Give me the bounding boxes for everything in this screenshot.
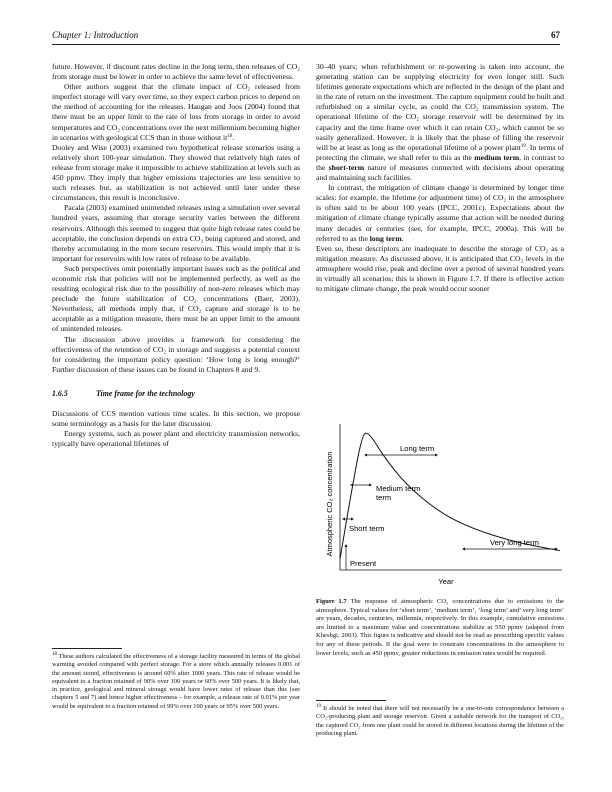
very-long-term-label: Very long term: [490, 538, 539, 547]
paragraph-text: Other authors suggest that the climate impact of CO₂ released from imperfect storage will vary over time, so they expect carbon prices to depend on the method of accounting for the releases. Haugan and Joos (2004) found that there must be an upper limit to the rate of loss from storage in order to avoid temperatures and CO₂ concentrations over the next millennium becoming higher in scenarios with geological CCS than in those without it: [52, 82, 300, 142]
paragraph-text: 30–40 years; when refurbishment or re-powering is taken into account, the generating station can be supplying electricity for even longer still. Such lifetimes generate expectations which are reflected in the design of the plant and in the rate of return on the investment. The capture equipment could be built and refurbished on a similar cycle, as could the CO₂ transmission system. The operational lifetime of the CO₂ storage reservoir will be determined by its capacity and the time frame over which it can retain CO₂, which cannot be so easily generalized. However, it is likely that the phase of filling the reservoir will be at least as long as the operational lifetime of a power plant: [316, 62, 564, 152]
y-axis-label: Atmospheric CO₂ concentration: [325, 451, 334, 557]
paragraph-text: .: [232, 132, 235, 142]
paragraph-text: . In terms of protecting the climate, we shall refer to this as the: [316, 142, 564, 162]
section-number: 1.6.5: [52, 388, 68, 398]
page-header: [52, 30, 560, 44]
chart-svg: [316, 418, 564, 590]
arrow-head: [435, 454, 438, 457]
footnote-ref[interactable]: 19: [520, 143, 526, 149]
bold-term: medium term: [474, 152, 520, 162]
short-term-label: Short term: [349, 524, 385, 533]
paragraph: [52, 82, 300, 143]
arrow-head: [351, 518, 354, 521]
footnote-rule: [52, 648, 122, 649]
arrow-head: [462, 548, 465, 551]
page-number: 67: [551, 30, 560, 40]
paragraph: [316, 183, 564, 244]
footnote-ref[interactable]: 18: [227, 133, 233, 139]
caption-text: The response of atmospheric CO₂ concentrations due to emissions to the atmosphere. Typical values for ‘short term’, ‘medium term’, ‘long term’ and’ very long term’ are years, decades, centuries, millennia, respectively. In this example, cumulative emissions are limited to a maximum value and concentrations stabilize at 550 ppmv (adapted from Kheshgi, 2003). This figure is indicative and should not be read as prescribing specific values for any of these periods. If the goal were to constrain concentrations in the atmosphere to lower levels, such as 450 ppmv, greater reductions in emission rates would be required.: [316, 598, 565, 657]
right-column: [316, 62, 564, 294]
arrow-head: [364, 454, 367, 457]
paragraph-text: .: [401, 233, 404, 243]
present-label: Present: [350, 559, 377, 568]
bold-term: long term: [369, 233, 402, 243]
header-rule: [52, 44, 560, 45]
paragraph-text: In contrast, the mitigation of climate change is determined by longer time scales: for example, the lifetime (or adjustment time) of CO₂ in the atmosphere is often said to be about 100 years (IPCC, 2001c). Expectations about the mitigation of climate change typically assume that action will be needed during many decades or centuries (see, for example, IPCC, 2000a). This will be referred to as the: [316, 183, 564, 243]
arrow-head: [350, 484, 353, 487]
paragraph-text: nature of measures connected with decisions about operating and maintaining such facilities.: [316, 162, 564, 183]
footnote-text: These authors calculated the effectiveness of a storage facility measured in terms of the global warming avoided compared with perfect storage. For a store which annually releases 0.001 of the amount stored, effectiveness is around 60% after 1000 years. This rate of release would be equivalent to a fraction retained of 90% over 100 years or 60% over 500 years. It is likely that, in practice, geological and mineral storage would have lower rates of release than this (see chapters 5 and 7) and hence higher effectiveness – for example, a release rate of 0.01% per year would be equivalent to a fraction retained of 99% over 100 years or 95% over 500 years.: [52, 653, 301, 710]
paragraph: Dooley and Wise (2003) examined two hypothetical release scenarios using a relatively short 100-year simulation. They showed that relatively high rates of release from storage make it impossible to achieve stabilization at levels such as 450 ppmv. They imply that higher emissions trajectories are less sensitive to such releases but, as stabilization is not achieved until later under these circumstances, this result is inconclusive.: [52, 142, 300, 203]
footnote-rule: [316, 700, 386, 701]
figure-1-7-chart: [316, 418, 564, 590]
arrow-head: [369, 484, 372, 487]
paragraph: Discussions of CCS mention various time scales. In this section, we propose some terminology as a basis for the later discussion.: [52, 409, 300, 429]
footnote-number: 18: [52, 652, 57, 657]
chapter-title: Chapter 1: Introduction: [52, 30, 139, 40]
paragraph: Even so, these descriptors are inadequate to describe the storage of CO₂ as a mitigation measure. As discussed above, it is anticipated that CO₂ levels in the atmosphere would rise, peak and decline over a period of several hundred years in virtually all scenarios; this is shown in Figure 1.7. If there is effective action to mitigate climate change, the peak would occur sooner: [316, 243, 564, 294]
paragraph: future. However, if discount rates decline in the long term, then releases of CO₂ from storage must be lower in order to achieve the same level of effectiveness.: [52, 62, 300, 82]
paragraph: [316, 62, 564, 183]
footnote-19: [316, 705, 564, 738]
section-heading: [52, 389, 300, 399]
medium-term-label-line2: term: [376, 493, 392, 502]
long-term-label: Long term: [400, 444, 435, 453]
arrow-head: [345, 544, 348, 547]
paragraph-text: , in contrast to the: [316, 152, 564, 172]
paragraph: Pacala (2003) examined unintended releases using a simulation over several hundred years, assuming that storage security varies between the different reservoirs. Although this seemed to suggest that quite high release rates could be acceptable, the conclusion depends on extra CO₂ being captured and stored, and thereby accumulating in the more secure reservoirs. This would imply that it is important for reservoirs with low rates of release to be available.: [52, 203, 300, 263]
paragraph: Such perspectives omit potentially important issues such as the political and economic risk that policies will not be implemented perfectly, as well as the resulting ecological risk due to the possibility of non-zero releases which may preclude the future stabilization of CO₂ concentrations (Baer, 2003). Nevertheless, all methods imply that, if CO₂ capture and storage is to be acceptable as a mitigation measure, there must be an upper limit to the amount of unintended releases.: [52, 263, 300, 334]
arrow-head: [342, 518, 345, 521]
figure-label: Figure 1.7: [316, 598, 347, 605]
section-title: Time frame for the technology: [96, 388, 195, 398]
paragraph: Energy systems, such as power plant and electricity transmission networks, typically have operational lifetimes of: [52, 429, 300, 449]
footnote-text: It should be noted that there will not necessarily be a one-to-one correspondence between a CO₂-producing plant and storage reservoir. Given a suitable network for the transport of CO₂, the captured CO₂ from one plant could be stored in different locations during the lifetime of the producing plant.: [316, 705, 564, 737]
left-column: [52, 62, 300, 449]
footnote-number: 19: [316, 704, 321, 709]
footnote-18: [52, 653, 300, 711]
figure-caption: [316, 598, 564, 658]
bold-term: short-term: [328, 162, 365, 172]
paragraph: The discussion above provides a framework for considering the effectiveness of the retention of CO₂ in storage and suggests a potential context for considering the important policy question: ‘How long is long enough?’ Further discussion of these issues can be found in Chapters 8 and 9.: [52, 334, 300, 374]
medium-term-label: Medium term: [376, 484, 421, 493]
x-axis-label: Year: [438, 577, 454, 586]
